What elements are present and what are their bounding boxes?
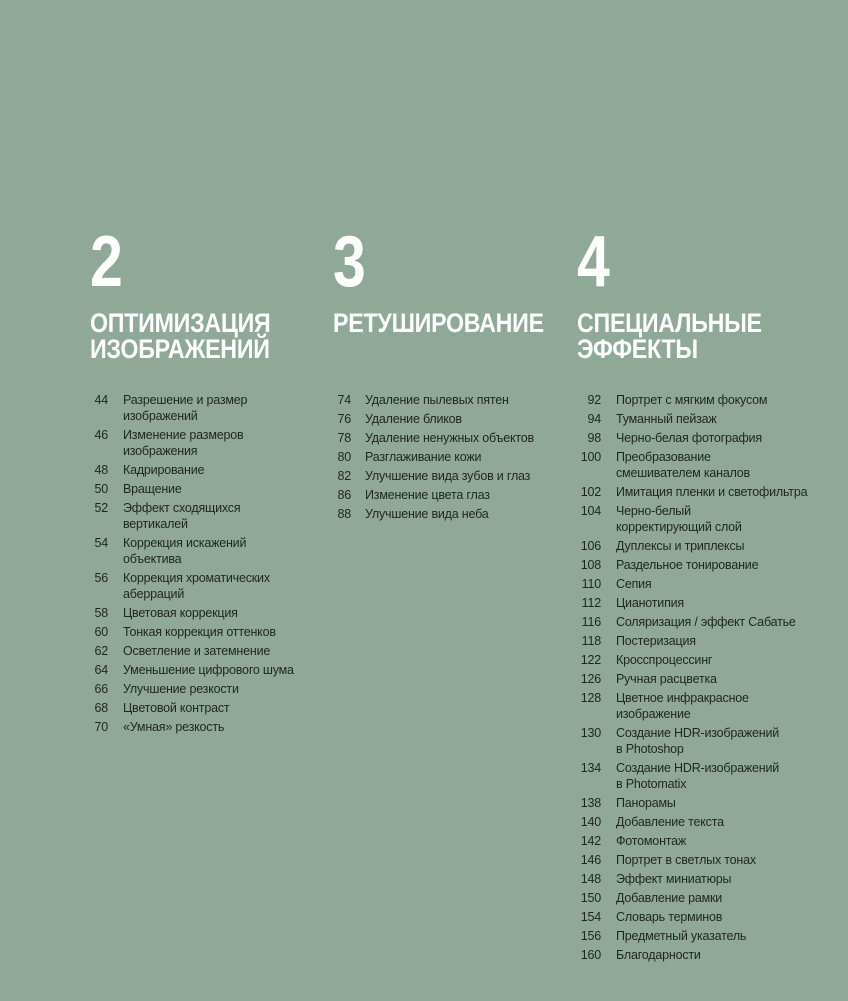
toc-entry	[90, 481, 320, 497]
page-number: 106	[580, 539, 601, 553]
entry-title: Добавление текста	[616, 815, 724, 829]
toc-entry	[577, 890, 827, 906]
entry-title: Вращение	[123, 482, 182, 496]
entry-title: Раздельное тонирование	[616, 558, 759, 572]
toc-entry	[577, 928, 827, 944]
entry-title: Коррекция искажений объектива	[123, 536, 247, 566]
page-number: 116	[581, 615, 601, 629]
toc-entry	[90, 500, 320, 532]
entry-title: Сепия	[616, 577, 652, 591]
toc-entry	[90, 392, 320, 424]
page-number: 160	[580, 948, 601, 962]
page-number: 146	[580, 853, 601, 867]
toc-entry	[577, 576, 827, 592]
toc-entry	[577, 909, 827, 925]
page-number: 50	[94, 482, 108, 496]
page-number: 128	[580, 691, 601, 705]
section-2	[90, 222, 320, 738]
toc-list	[90, 392, 320, 735]
page-number: 148	[580, 872, 601, 886]
toc-entry	[90, 535, 320, 567]
entry-title: Уменьшение цифрового шума	[123, 663, 294, 677]
entry-title: Панорамы	[616, 796, 676, 810]
toc-list	[333, 392, 563, 522]
page-number: 48	[94, 463, 108, 477]
entry-title: Тонкая коррекция оттенков	[123, 625, 276, 639]
toc-entry	[333, 449, 563, 465]
entry-title: Создание HDR-изображений в Photoshop	[616, 726, 780, 756]
toc-entry	[90, 624, 320, 640]
toc-entry	[577, 760, 827, 792]
page-number: 142	[580, 834, 601, 848]
toc-entry	[333, 468, 563, 484]
page-number: 56	[94, 571, 108, 585]
toc-entry	[333, 487, 563, 503]
entry-title: Цветовой контраст	[123, 701, 230, 715]
entry-title: Эффект миниатюры	[616, 872, 732, 886]
entry-title: Улучшение вида зубов и глаз	[365, 469, 531, 483]
page-number: 138	[580, 796, 601, 810]
page-number: 78	[337, 431, 351, 445]
toc-entry	[577, 614, 827, 630]
entry-title: Улучшение вида неба	[365, 507, 489, 521]
entry-title: Эффект сходящихся вертикалей	[123, 501, 241, 531]
entry-title: Разглаживание кожи	[365, 450, 482, 464]
page-number: 62	[94, 644, 108, 658]
page-number: 104	[580, 504, 601, 518]
page-number: 70	[94, 720, 108, 734]
toc-entry	[577, 449, 827, 481]
page-number: 130	[580, 726, 601, 740]
chapter-title: РЕТУШИРОВАНИЕ	[333, 308, 544, 338]
entry-title: Ручная расцветка	[616, 672, 717, 686]
toc-entry	[577, 503, 827, 535]
toc-entry	[577, 595, 827, 611]
toc-entry	[90, 462, 320, 478]
entry-title: Коррекция хроматических аберраций	[123, 571, 270, 601]
toc-entry	[577, 833, 827, 849]
toc-entry	[577, 557, 827, 573]
entry-title: Портрет с мягким фокусом	[616, 393, 768, 407]
page-number: 150	[580, 891, 601, 905]
toc-entry	[577, 652, 827, 668]
entry-title: Фотомонтаж	[616, 834, 687, 848]
toc-entry	[90, 605, 320, 621]
page-number: 52	[94, 501, 108, 515]
entry-title: Удаление ненужных объектов	[365, 431, 534, 445]
entry-title: Словарь терминов	[616, 910, 723, 924]
entry-title: Разрешение и размер изображений	[123, 393, 248, 423]
entry-title: Цветное инфракрасное изображение	[616, 691, 749, 721]
page-number: 110	[581, 577, 601, 591]
page-number: 100	[580, 450, 601, 464]
entry-title: Предметный указатель	[616, 929, 747, 943]
page-number: 68	[94, 701, 108, 715]
chapter-number: 4	[577, 222, 610, 302]
toc-entry	[577, 411, 827, 427]
entry-title: Осветление и затемнение	[123, 644, 271, 658]
toc-entry	[577, 484, 827, 500]
entry-title: Изменение размеров изображения	[123, 428, 244, 458]
entry-title: «Умная» резкость	[123, 720, 225, 734]
toc-entry	[90, 662, 320, 678]
toc-entry	[577, 871, 827, 887]
section-3	[333, 222, 563, 525]
entry-title: Удаление бликов	[365, 412, 462, 426]
entry-title: Создание HDR-изображений в Photomatix	[616, 761, 780, 791]
entry-title: Имитация пленки и светофильтра	[616, 485, 808, 499]
chapter-title: СПЕЦИАЛЬНЫЕ ЭФФЕКТЫ	[577, 308, 762, 364]
toc-entry	[90, 700, 320, 716]
chapter-number: 3	[333, 222, 366, 302]
entry-title: Цветовая коррекция	[123, 606, 238, 620]
entry-title: Портрет в светлых тонах	[616, 853, 756, 867]
toc-entry	[577, 392, 827, 408]
chapter-title: ОПТИМИЗАЦИЯ ИЗОБРАЖЕНИЙ	[90, 308, 271, 364]
toc-entry	[577, 725, 827, 757]
page-number: 46	[94, 428, 108, 442]
toc-entry	[333, 392, 563, 408]
page-number: 74	[337, 393, 351, 407]
chapter-number: 2	[90, 222, 123, 302]
page-number: 94	[587, 412, 601, 426]
toc-entry	[577, 538, 827, 554]
page-number: 140	[580, 815, 601, 829]
entry-title: Дуплексы и триплексы	[616, 539, 745, 553]
page-number: 54	[94, 536, 108, 550]
page-number: 112	[581, 596, 601, 610]
page-number: 126	[580, 672, 601, 686]
page-number: 60	[94, 625, 108, 639]
toc-entry	[577, 947, 827, 963]
section-4	[577, 222, 827, 966]
toc-entry	[577, 690, 827, 722]
page-number: 66	[94, 682, 108, 696]
entry-title: Изменение цвета глаз	[365, 488, 490, 502]
entry-title: Туманный пейзаж	[616, 412, 717, 426]
toc-entry	[333, 430, 563, 446]
toc-entry	[90, 643, 320, 659]
toc-list	[577, 392, 827, 963]
page-number: 92	[587, 393, 601, 407]
toc-entry	[333, 411, 563, 427]
page-number: 44	[94, 393, 108, 407]
toc-entry	[577, 795, 827, 811]
page-number: 86	[337, 488, 351, 502]
toc-entry	[577, 430, 827, 446]
toc-entry	[90, 719, 320, 735]
entry-title: Добавление рамки	[616, 891, 723, 905]
entry-title: Цианотипия	[616, 596, 684, 610]
entry-title: Кадрирование	[123, 463, 205, 477]
toc-entry	[577, 671, 827, 687]
page-number: 156	[580, 929, 601, 943]
toc-entry	[577, 852, 827, 868]
page-number: 64	[94, 663, 108, 677]
page-number: 108	[580, 558, 601, 572]
page-number: 122	[580, 653, 601, 667]
page-number: 80	[337, 450, 351, 464]
entry-title: Улучшение резкости	[123, 682, 239, 696]
toc-entry	[90, 681, 320, 697]
page-number: 118	[581, 634, 601, 648]
toc-entry	[577, 814, 827, 830]
entry-title: Благодарности	[616, 948, 701, 962]
page-number: 88	[337, 507, 351, 521]
page-number: 82	[337, 469, 351, 483]
entry-title: Постеризация	[616, 634, 696, 648]
page-number: 98	[587, 431, 601, 445]
page-number: 102	[580, 485, 601, 499]
entry-title: Кросспроцессинг	[616, 653, 713, 667]
entry-title: Соляризация / эффект Сабатье	[616, 615, 796, 629]
toc-entry	[333, 506, 563, 522]
entry-title: Удаление пылевых пятен	[365, 393, 509, 407]
page-number: 154	[580, 910, 601, 924]
page-number: 76	[337, 412, 351, 426]
toc-entry	[90, 427, 320, 459]
entry-title: Преобразование смешивателем каналов	[616, 450, 750, 480]
entry-title: Черно-белый корректирующий слой	[616, 504, 742, 534]
toc-entry	[90, 570, 320, 602]
page-number: 134	[580, 761, 601, 775]
toc-entry	[577, 633, 827, 649]
page-number: 58	[94, 606, 108, 620]
entry-title: Черно-белая фотография	[616, 431, 762, 445]
